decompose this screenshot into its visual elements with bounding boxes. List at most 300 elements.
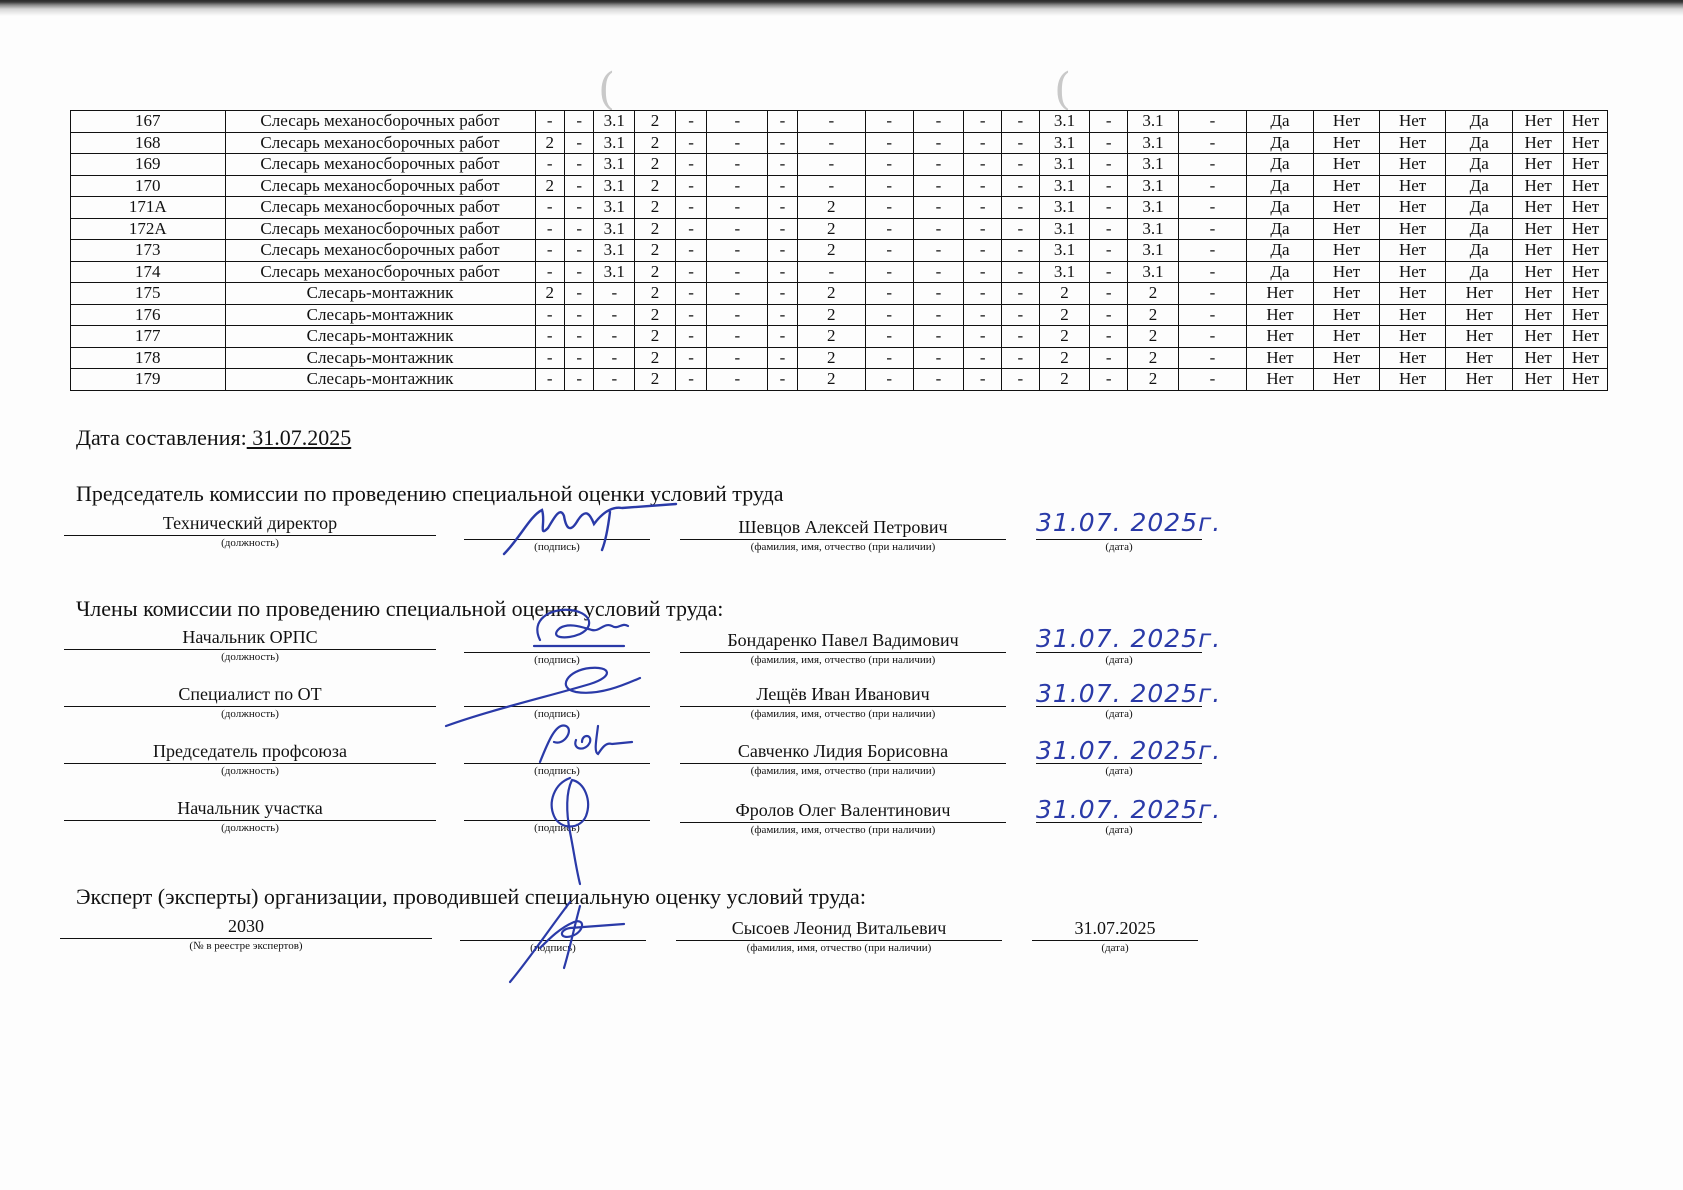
table-cell: - <box>565 175 594 197</box>
table-cell: 2 <box>797 283 865 305</box>
table-cell: - <box>1090 369 1128 391</box>
expert-date-field: 31.07.2025 (дата) <box>1032 916 1198 955</box>
table-row <box>71 175 1608 197</box>
table-cell: - <box>964 154 1002 176</box>
table-cell: Да <box>1446 175 1513 197</box>
table-cell: - <box>565 369 594 391</box>
table-row <box>71 369 1608 391</box>
table-cell: 3.1 <box>594 240 635 262</box>
table-cell: Нет <box>1513 197 1564 219</box>
table-cell: 3.1 <box>594 218 635 240</box>
table-cell: 2 <box>535 132 564 154</box>
table-cell: - <box>865 218 913 240</box>
table-cell: - <box>1002 283 1040 305</box>
table-cell: - <box>707 197 768 219</box>
table-cell: - <box>535 154 564 176</box>
table-cell: 2 <box>797 369 865 391</box>
table-cell: Нет <box>1380 304 1446 326</box>
table-cell: - <box>964 304 1002 326</box>
table-row <box>71 218 1608 240</box>
job-title-cell: Слесарь-монтажник <box>225 304 535 326</box>
table-cell: - <box>565 261 594 283</box>
job-title-cell: Слесарь-монтажник <box>225 326 535 348</box>
table-cell: - <box>797 132 865 154</box>
table-cell: - <box>964 261 1002 283</box>
table-cell: Нет <box>1513 304 1564 326</box>
member-1-position-field: Начальник ОРПС (должность) <box>64 625 436 664</box>
member-2-name: Лещёв Иван Иванович <box>680 682 1006 707</box>
table-cell: Нет <box>1564 175 1608 197</box>
workplace-number-cell: 174 <box>71 261 226 283</box>
table-cell: 2 <box>1039 369 1090 391</box>
table-cell: 3.1 <box>1128 154 1179 176</box>
table-cell: Нет <box>1564 369 1608 391</box>
job-title-cell: Слесарь-монтажник <box>225 283 535 305</box>
table-cell: Нет <box>1564 347 1608 369</box>
table-cell: 3.1 <box>594 154 635 176</box>
table-cell: - <box>1090 132 1128 154</box>
table-cell: Нет <box>1564 218 1608 240</box>
workplace-number-cell: 167 <box>71 111 226 133</box>
table-cell: - <box>865 261 913 283</box>
table-cell: - <box>913 197 964 219</box>
table-row <box>71 240 1608 262</box>
table-cell: - <box>913 347 964 369</box>
workplace-number-cell: 172А <box>71 218 226 240</box>
table-cell: - <box>768 369 797 391</box>
table-cell: Нет <box>1314 369 1380 391</box>
table-cell: Нет <box>1564 111 1608 133</box>
table-cell: Нет <box>1513 154 1564 176</box>
workplace-number-cell: 175 <box>71 283 226 305</box>
table-cell: - <box>1002 197 1040 219</box>
table-cell: 2 <box>635 197 676 219</box>
table-cell: - <box>1090 240 1128 262</box>
table-cell: - <box>768 154 797 176</box>
table-cell: 2 <box>1128 283 1179 305</box>
table-cell: 2 <box>797 197 865 219</box>
table-cell: Нет <box>1314 326 1380 348</box>
table-cell: Нет <box>1513 326 1564 348</box>
table-cell: - <box>1178 283 1246 305</box>
table-cell: 2 <box>1039 326 1090 348</box>
job-title-cell: Слесарь-монтажник <box>225 347 535 369</box>
table-cell: Нет <box>1246 369 1313 391</box>
table-cell: 3.1 <box>594 175 635 197</box>
faint-bracket-mark: ( <box>598 64 616 115</box>
table-cell: Нет <box>1513 111 1564 133</box>
table-cell: - <box>913 111 964 133</box>
chairman-name-field <box>680 515 1006 554</box>
table-row <box>71 111 1608 133</box>
table-cell: 2 <box>635 154 676 176</box>
table-cell: Нет <box>1446 326 1513 348</box>
table-cell: - <box>865 369 913 391</box>
table-row <box>71 261 1608 283</box>
table-cell: - <box>1178 111 1246 133</box>
compile-date <box>76 425 351 451</box>
table-cell: - <box>797 154 865 176</box>
member-4-date-field: (дата) <box>1036 798 1202 837</box>
table-cell: Нет <box>1246 283 1313 305</box>
table-cell: Да <box>1446 111 1513 133</box>
table-cell: - <box>1090 261 1128 283</box>
table-cell: - <box>1002 154 1040 176</box>
table-cell: 2 <box>635 240 676 262</box>
table-cell: - <box>1002 326 1040 348</box>
member-4-handwritten-date: 31.07. 2025г. <box>1036 795 1222 824</box>
table-cell: Нет <box>1314 240 1380 262</box>
member-1-name: Бондаренко Павел Вадимович <box>680 628 1006 653</box>
table-cell: Нет <box>1380 111 1446 133</box>
table-cell: - <box>535 240 564 262</box>
member-2-position: Специалист по ОТ <box>64 682 436 707</box>
table-cell: Да <box>1246 261 1313 283</box>
table-cell: - <box>964 326 1002 348</box>
table-cell: - <box>865 197 913 219</box>
table-cell: - <box>865 283 913 305</box>
expert-signature-image <box>500 888 630 988</box>
table-cell: - <box>964 218 1002 240</box>
table-cell: - <box>768 283 797 305</box>
table-cell: - <box>565 197 594 219</box>
table-cell: - <box>1178 154 1246 176</box>
table-cell: Нет <box>1246 347 1313 369</box>
member-1-handwritten-date: 31.07. 2025г. <box>1036 624 1222 653</box>
table-cell: 3.1 <box>1039 111 1090 133</box>
table-cell: - <box>1090 154 1128 176</box>
table-cell: 3.1 <box>1039 261 1090 283</box>
table-cell: - <box>565 240 594 262</box>
member-4-position-field: Начальник участка (должность) <box>64 796 436 835</box>
workplace-number-cell: 173 <box>71 240 226 262</box>
member-4-signature-field: (подпись) <box>464 796 650 835</box>
table-cell: 3.1 <box>1128 240 1179 262</box>
table-cell: 2 <box>635 111 676 133</box>
workplace-number-cell: 168 <box>71 132 226 154</box>
member-4-position: Начальник участка <box>64 796 436 821</box>
table-cell: Нет <box>1314 283 1380 305</box>
table-cell: Нет <box>1246 326 1313 348</box>
table-cell: 2 <box>1128 304 1179 326</box>
table-cell: Нет <box>1314 197 1380 219</box>
table-cell: Нет <box>1564 261 1608 283</box>
table-cell: - <box>565 132 594 154</box>
table-cell: - <box>865 132 913 154</box>
job-title-cell: Слесарь механосборочных работ <box>225 132 535 154</box>
table-cell: - <box>535 111 564 133</box>
job-title-cell: Слесарь механосборочных работ <box>225 261 535 283</box>
job-title-cell: Слесарь механосборочных работ <box>225 111 535 133</box>
table-cell: 2 <box>797 326 865 348</box>
table-cell: 2 <box>635 132 676 154</box>
table-cell: - <box>1002 175 1040 197</box>
table-cell: - <box>535 326 564 348</box>
table-cell: Нет <box>1513 132 1564 154</box>
table-cell: - <box>913 218 964 240</box>
table-cell: Да <box>1246 218 1313 240</box>
table-cell: - <box>913 154 964 176</box>
table-cell: Нет <box>1564 154 1608 176</box>
table-cell: Нет <box>1513 369 1564 391</box>
table-cell: - <box>1178 326 1246 348</box>
table-cell: 3.1 <box>1128 218 1179 240</box>
table-cell: 3.1 <box>1039 218 1090 240</box>
workplace-number-cell: 178 <box>71 347 226 369</box>
table-cell: Нет <box>1380 240 1446 262</box>
fio-caption: (фамилия, имя, отчество (при наличии) <box>750 541 936 553</box>
date-caption: (дата) <box>1105 541 1133 553</box>
table-cell: 2 <box>1039 347 1090 369</box>
member-4-name-field: Фролов Олег Валентинович (фамилия, имя, отчество (при наличии) <box>680 798 1006 837</box>
table-cell: - <box>675 197 707 219</box>
member-1-position: Начальник ОРПС <box>64 625 436 650</box>
table-cell: 2 <box>635 283 676 305</box>
table-cell: - <box>565 326 594 348</box>
table-cell: - <box>675 326 707 348</box>
table-cell: 3.1 <box>1039 132 1090 154</box>
table-cell: Нет <box>1246 304 1313 326</box>
table-cell: - <box>1002 240 1040 262</box>
table-cell: Да <box>1446 132 1513 154</box>
member-3-name-field: Савченко Лидия Борисовна (фамилия, имя, отчество (при наличии) <box>680 739 1006 778</box>
table-cell: Нет <box>1513 347 1564 369</box>
table-cell: - <box>1178 369 1246 391</box>
table-cell: 3.1 <box>1039 197 1090 219</box>
member-2-name-field: Лещёв Иван Иванович (фамилия, имя, отчество (при наличии) <box>680 682 1006 721</box>
table-cell: - <box>1178 197 1246 219</box>
job-title-cell: Слесарь механосборочных работ <box>225 197 535 219</box>
table-cell: - <box>1178 347 1246 369</box>
table-cell: Нет <box>1380 347 1446 369</box>
table-cell: Нет <box>1564 240 1608 262</box>
chairman-name: Шевцов Алексей Петрович <box>680 515 1006 540</box>
table-cell: - <box>1090 347 1128 369</box>
table-cell: 3.1 <box>1128 197 1179 219</box>
table-row <box>71 132 1608 154</box>
table-cell: 2 <box>535 283 564 305</box>
table-cell: - <box>594 283 635 305</box>
table-cell: - <box>565 283 594 305</box>
table-cell: 3.1 <box>594 197 635 219</box>
table-cell: - <box>707 283 768 305</box>
table-cell: Нет <box>1314 304 1380 326</box>
chairman-heading: Председатель комиссии по проведению специальной оценки условий труда <box>76 481 784 506</box>
table-cell: Нет <box>1513 175 1564 197</box>
table-cell: 2 <box>797 218 865 240</box>
table-cell: - <box>565 347 594 369</box>
compile-date-label: Дата составления: <box>76 425 247 450</box>
table-cell: 2 <box>797 240 865 262</box>
table-cell: - <box>768 326 797 348</box>
table-cell: 3.1 <box>1128 111 1179 133</box>
table-cell: - <box>1178 240 1246 262</box>
table-cell: Нет <box>1380 175 1446 197</box>
table-cell: Нет <box>1380 283 1446 305</box>
table-cell: - <box>1002 261 1040 283</box>
table-cell: Да <box>1446 261 1513 283</box>
table-cell: - <box>768 261 797 283</box>
member-4-signature-image <box>540 772 610 890</box>
table-cell: - <box>865 304 913 326</box>
table-cell: - <box>675 261 707 283</box>
table-cell: Да <box>1246 154 1313 176</box>
table-cell: - <box>675 347 707 369</box>
table-cell: Да <box>1446 218 1513 240</box>
table-cell: - <box>913 304 964 326</box>
table-cell: - <box>707 111 768 133</box>
table-cell: - <box>1090 326 1128 348</box>
table-cell: - <box>964 240 1002 262</box>
table-cell: 2 <box>635 326 676 348</box>
table-cell: Нет <box>1446 304 1513 326</box>
workplace-number-cell: 171А <box>71 197 226 219</box>
table-cell: Нет <box>1446 283 1513 305</box>
table-cell: 3.1 <box>1039 175 1090 197</box>
table-cell: - <box>913 132 964 154</box>
table-cell: 3.1 <box>1128 261 1179 283</box>
table-cell: 3.1 <box>1128 132 1179 154</box>
table-cell: - <box>594 347 635 369</box>
table-cell: 2 <box>635 261 676 283</box>
job-title-cell: Слесарь механосборочных работ <box>225 218 535 240</box>
table-cell: - <box>1090 197 1128 219</box>
table-cell: - <box>1178 218 1246 240</box>
sout-results-table <box>70 110 1608 391</box>
table-cell: - <box>768 240 797 262</box>
expert-name-field: Сысоев Леонид Витальевич (фамилия, имя, отчество (при наличии) <box>676 916 1002 955</box>
table-row <box>71 304 1608 326</box>
table-cell: - <box>913 240 964 262</box>
expert-registry-number: 2030 <box>60 914 432 939</box>
table-cell: - <box>913 261 964 283</box>
table-cell: Нет <box>1513 218 1564 240</box>
table-cell: Нет <box>1380 261 1446 283</box>
table-cell: - <box>964 111 1002 133</box>
table-cell: - <box>768 218 797 240</box>
table-cell: - <box>768 175 797 197</box>
scan-edge <box>0 0 1683 16</box>
table-cell: - <box>1002 132 1040 154</box>
table-cell: - <box>707 304 768 326</box>
table-cell: - <box>707 326 768 348</box>
member-3-position-field: Председатель профсоюза (должность) <box>64 739 436 778</box>
member-2-position-field: Специалист по ОТ (должность) <box>64 682 436 721</box>
table-cell: Нет <box>1314 111 1380 133</box>
table-cell: Нет <box>1564 304 1608 326</box>
table-cell: - <box>797 261 865 283</box>
members-heading: Члены комиссии по проведению специальной оценки условий труда: <box>76 596 724 621</box>
workplace-number-cell: 169 <box>71 154 226 176</box>
member-3-handwritten-date: 31.07. 2025г. <box>1036 736 1222 765</box>
table-cell: - <box>707 240 768 262</box>
table-cell: Нет <box>1314 347 1380 369</box>
expert-signature-field: (подпись) <box>460 916 646 955</box>
table-cell: - <box>1090 111 1128 133</box>
table-cell: - <box>865 154 913 176</box>
table-cell: Нет <box>1314 132 1380 154</box>
member-1-signature-field: (подпись) <box>464 628 650 667</box>
table-cell: 2 <box>635 347 676 369</box>
table-cell: - <box>707 132 768 154</box>
table-cell: - <box>1002 111 1040 133</box>
table-cell: - <box>594 369 635 391</box>
table-cell: Нет <box>1564 132 1608 154</box>
table-cell: - <box>964 347 1002 369</box>
table-cell: 3.1 <box>594 111 635 133</box>
table-cell: - <box>565 154 594 176</box>
table-cell: - <box>964 197 1002 219</box>
table-cell: 3.1 <box>1039 240 1090 262</box>
job-title-cell: Слесарь механосборочных работ <box>225 240 535 262</box>
table-cell: - <box>707 261 768 283</box>
table-row <box>71 154 1608 176</box>
table-cell: - <box>535 197 564 219</box>
table-cell: - <box>964 369 1002 391</box>
table-cell: - <box>1178 175 1246 197</box>
table-cell: 2 <box>535 175 564 197</box>
table-row <box>71 326 1608 348</box>
table-cell: - <box>964 175 1002 197</box>
table-cell: - <box>1178 261 1246 283</box>
table-cell: - <box>964 283 1002 305</box>
table-cell: - <box>675 154 707 176</box>
table-cell: - <box>1090 175 1128 197</box>
table-cell: - <box>675 218 707 240</box>
table-cell: - <box>1178 304 1246 326</box>
table-cell: Да <box>1246 197 1313 219</box>
table-cell: 2 <box>1128 347 1179 369</box>
table-cell: - <box>1178 132 1246 154</box>
table-cell: Нет <box>1513 261 1564 283</box>
member-2-date-field: (дата) <box>1036 682 1202 721</box>
table-cell: Да <box>1446 154 1513 176</box>
table-cell: - <box>707 369 768 391</box>
workplace-number-cell: 170 <box>71 175 226 197</box>
table-cell: 3.1 <box>594 132 635 154</box>
table-cell: Нет <box>1314 218 1380 240</box>
table-cell: - <box>913 283 964 305</box>
table-cell: - <box>565 111 594 133</box>
table-cell: - <box>1090 304 1128 326</box>
member-3-signature-image <box>520 712 640 772</box>
table-cell: Нет <box>1380 369 1446 391</box>
expert-date: 31.07.2025 <box>1032 916 1198 941</box>
member-3-date-field: (дата) <box>1036 739 1202 778</box>
table-cell: - <box>1002 369 1040 391</box>
table-cell: - <box>675 283 707 305</box>
table-cell: - <box>594 304 635 326</box>
table-cell: - <box>565 218 594 240</box>
table-cell: - <box>1002 347 1040 369</box>
table-cell: Нет <box>1446 347 1513 369</box>
member-1-name-field: Бондаренко Павел Вадимович (фамилия, имя, отчество (при наличии) <box>680 628 1006 667</box>
workplace-number-cell: 179 <box>71 369 226 391</box>
member-4-name: Фролов Олег Валентинович <box>680 798 1006 823</box>
table-cell: - <box>1090 218 1128 240</box>
table-cell: - <box>675 132 707 154</box>
table-cell: - <box>913 175 964 197</box>
member-2-signature-field: (подпись) <box>464 682 650 721</box>
table-cell: 2 <box>1128 369 1179 391</box>
member-3-position: Председатель профсоюза <box>64 739 436 764</box>
table-cell: 2 <box>1039 283 1090 305</box>
table-cell: 2 <box>635 304 676 326</box>
member-1-signature-image <box>500 600 650 662</box>
table-cell: - <box>565 304 594 326</box>
table-cell: - <box>675 369 707 391</box>
table-cell: 2 <box>1128 326 1179 348</box>
